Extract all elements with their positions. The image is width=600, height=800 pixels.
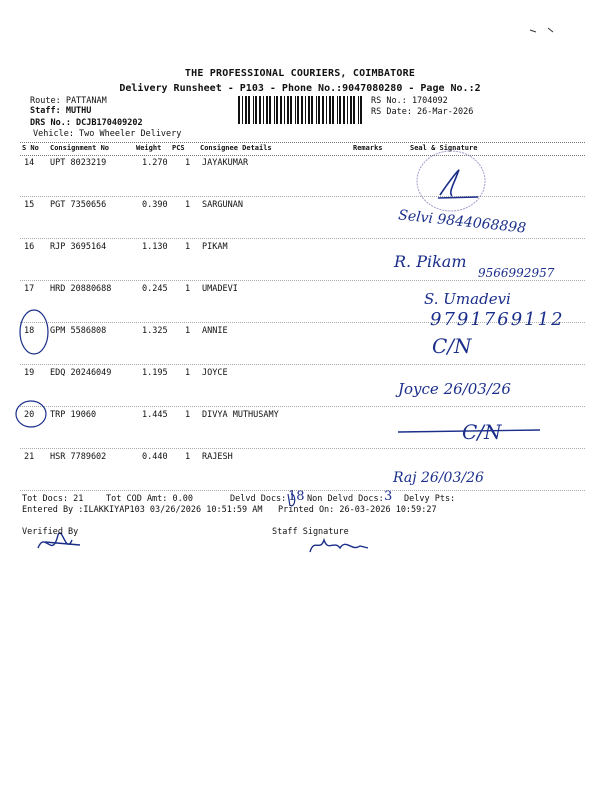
handwriting-row-19: Joyce 26/03/26	[398, 380, 511, 398]
row-divider	[20, 406, 585, 407]
delivery-points-label: Delvy Pts:	[404, 494, 456, 504]
rs-number: RS No.: 1704092	[371, 96, 448, 106]
barcode-bar	[253, 96, 254, 124]
row-pcs: 1	[185, 200, 191, 210]
barcode-bar	[360, 96, 362, 124]
row-consignment: GPM 5586808	[50, 326, 107, 336]
route-text: Route: PATTANAM	[30, 96, 107, 106]
row-divider	[20, 280, 585, 281]
barcode-bar	[350, 96, 352, 124]
company-title: THE PROFESSIONAL COURIERS, COIMBATORE	[184, 68, 416, 79]
handwriting-delivered-count: 18	[288, 489, 305, 504]
barcode-bar	[305, 96, 306, 124]
handwriting-row-16-name: R. Pikam	[394, 252, 467, 271]
row-consignment: RJP 3695164	[50, 242, 107, 252]
row-consignment: HSR 7789602	[50, 452, 107, 462]
barcode-bar	[301, 96, 303, 124]
col-remarks: Remarks	[353, 144, 383, 152]
barcode-bar	[255, 96, 257, 124]
barcode-bar	[287, 96, 289, 124]
row-pcs: 1	[185, 158, 191, 168]
barcode-bar	[353, 96, 355, 124]
row-weight: 1.130	[142, 242, 168, 252]
handwriting-row-20: C/N	[462, 420, 502, 444]
barcode-bar	[318, 96, 320, 124]
row-consignment: PGT 7350656	[50, 200, 107, 210]
printed-on: Printed On: 26-03-2026 10:59:27	[278, 505, 437, 515]
runsheet-subtitle: Delivery Runsheet - P103 - Phone No.:9047080280 - Page No.:2	[119, 83, 481, 94]
row-pcs: 1	[185, 242, 191, 252]
row-divider	[20, 238, 585, 239]
barcode-bar	[316, 96, 317, 124]
row-weight: 1.445	[142, 410, 168, 420]
rs-date: RS Date: 26-Mar-2026	[371, 107, 474, 117]
barcode-bar	[274, 96, 275, 124]
row-pcs: 1	[185, 326, 191, 336]
col-sno: S No	[22, 144, 39, 152]
row-consignment: EDQ 20246049	[50, 368, 112, 378]
row-weight: 0.440	[142, 452, 168, 462]
row-consignee: JOYCE	[202, 368, 228, 378]
handwriting-row-16-phone: 9566992957	[478, 266, 555, 280]
row-weight: 1.325	[142, 326, 168, 336]
col-seal: Seal & Signature	[410, 144, 478, 152]
row-pcs: 1	[185, 368, 191, 378]
barcode-bar	[245, 96, 247, 124]
total-cod: Tot COD Amt: 0.00	[106, 494, 193, 504]
row-consignee: ANNIE	[202, 326, 228, 336]
barcode	[238, 96, 366, 124]
barcode-bar	[280, 96, 282, 124]
col-pcs: PCS	[172, 144, 185, 152]
barcode-bar	[343, 96, 345, 124]
handwriting-row-18: C/N	[432, 334, 472, 358]
row-sno: 15	[24, 200, 35, 210]
row-consignment: HRD 20880688	[50, 284, 112, 294]
row-divider	[20, 364, 585, 365]
row-weight: 1.195	[142, 368, 168, 378]
entered-by: Entered By :ILAKKIYAP103 03/26/2026 10:51:59 AM	[22, 505, 263, 515]
row-pcs: 1	[185, 284, 191, 294]
col-weight: Weight	[136, 144, 162, 152]
row-weight: 1.270	[142, 158, 168, 168]
table-row	[20, 450, 585, 490]
barcode-bar	[308, 96, 310, 124]
barcode-bar	[329, 96, 331, 124]
barcode-bar	[284, 96, 285, 124]
handwriting-row-17-name: S. Umadevi	[424, 290, 511, 308]
barcode-bar	[248, 96, 250, 124]
staff-signature-label: Staff Signature	[272, 527, 349, 537]
row-consignee: JAYAKUMAR	[202, 158, 249, 168]
row-pcs: 1	[185, 452, 191, 462]
verified-by-label: Verified By	[22, 527, 79, 537]
row-sno: 14	[24, 158, 35, 168]
barcode-bar	[339, 96, 341, 124]
barcode-bar	[259, 96, 261, 124]
row-weight: 0.245	[142, 284, 168, 294]
handwriting-row-17-phone: 9791769112	[430, 309, 565, 330]
barcode-bar	[347, 96, 348, 124]
row-consignee: PIKAM	[202, 242, 228, 252]
table-header	[20, 142, 585, 156]
row-consignment: TRP 19060	[50, 410, 97, 420]
handwriting-row-21: Raj 26/03/26	[393, 470, 484, 486]
drs-number: DRS No.: DCJB170409202	[30, 118, 143, 128]
barcode-bar	[266, 96, 268, 124]
col-consignment: Consignment No	[50, 144, 110, 152]
barcode-bar	[311, 96, 313, 124]
barcode-bar	[242, 96, 243, 124]
barcode-bar	[238, 96, 240, 124]
staff-text: Staff: MUTHU	[30, 106, 92, 116]
row-sno: 21	[24, 452, 35, 462]
table-row	[20, 156, 585, 196]
barcode-bar	[276, 96, 278, 124]
row-sno: 16	[24, 242, 35, 252]
barcode-bar	[358, 96, 359, 124]
row-consignee: UMADEVI	[202, 284, 238, 294]
barcode-bar	[326, 96, 327, 124]
barcode-bar	[297, 96, 299, 124]
col-consignee: Consignee Details	[200, 144, 272, 152]
row-divider	[20, 448, 585, 449]
barcode-bar	[295, 96, 296, 124]
row-consignee: DIVYA MUTHUSAMY	[202, 410, 279, 420]
row-consignment: UPT 8023219	[50, 158, 107, 168]
non-delivered-docs-label: Non Delvd Docs:	[307, 494, 384, 504]
row-weight: 0.390	[142, 200, 168, 210]
delivered-docs-label: Delvd Docs:	[230, 494, 287, 504]
barcode-bar	[322, 96, 324, 124]
row-sno: 19	[24, 368, 35, 378]
row-consignee: RAJESH	[202, 452, 233, 462]
handwriting-row-15: Selvi 9844068898	[397, 207, 527, 237]
vehicle-text: Vehicle: Two Wheeler Delivery	[33, 129, 182, 139]
barcode-bar	[290, 96, 292, 124]
barcode-bar	[332, 96, 334, 124]
row-consignee: SARGUNAN	[202, 200, 243, 210]
row-sno: 17	[24, 284, 35, 294]
table-row	[20, 324, 585, 364]
row-pcs: 1	[185, 410, 191, 420]
barcode-bar	[337, 96, 338, 124]
total-docs: Tot Docs: 21	[22, 494, 84, 504]
barcode-bar	[263, 96, 264, 124]
barcode-bar	[269, 96, 271, 124]
row-sno: 20	[24, 410, 35, 420]
row-sno: 18	[24, 326, 35, 336]
handwriting-non-delivered-count: 3	[384, 489, 393, 504]
row-divider	[20, 196, 585, 197]
